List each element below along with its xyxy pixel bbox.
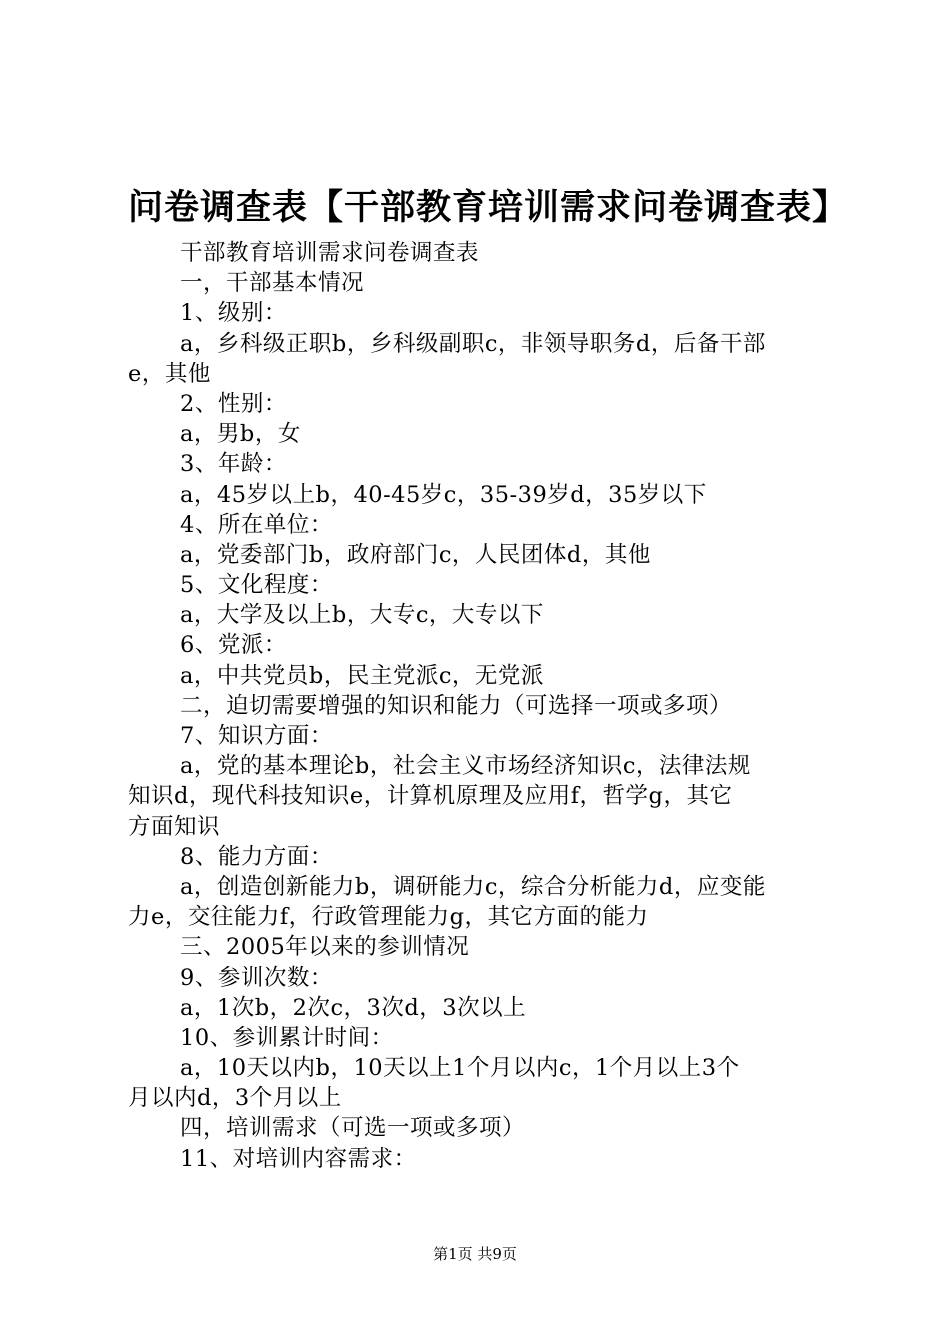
text-line: 三、2005年以来的参训情况 <box>180 934 470 961</box>
text-line: 月以内d，3个月以上 <box>128 1085 342 1112</box>
text-line: 5、文化程度： <box>180 572 333 599</box>
text-line: a，1次b，2次c，3次d，3次以上 <box>180 994 527 1021</box>
text-line: e，其他 <box>128 360 211 387</box>
text-line: 1、级别： <box>180 300 287 327</box>
text-line: a，党委部门b，政府部门c，人民团体d，其他 <box>180 541 651 568</box>
text-line: a，大学及以上b，大专c，大专以下 <box>180 602 544 629</box>
text-line: 四，培训需求（可选一项或多项） <box>180 1115 526 1142</box>
page-number: 第1页 共9页 <box>433 1245 517 1263</box>
text-line: 8、能力方面： <box>180 843 333 870</box>
text-line: 3、年龄： <box>180 451 287 478</box>
text-line: a，男b，女 <box>180 421 301 448</box>
text-line: a，乡科级正职b，乡科级副职c，非领导职务d，后备干部 <box>180 330 766 357</box>
text-line: a，45岁以上b，40-45岁c，35-39岁d，35岁以下 <box>180 481 707 508</box>
document-body <box>128 238 834 1174</box>
text-line: a，10天以内b，10天以上1个月以内c，1个月以上3个 <box>180 1055 740 1082</box>
text-line: a，党的基本理论b，社会主义市场经济知识c，法律法规 <box>180 753 751 780</box>
text-line: 11、对培训内容需求： <box>180 1145 417 1172</box>
text-line: 6、党派： <box>180 632 287 659</box>
text-line: 7、知识方面： <box>180 723 333 749</box>
text-line: a，创造创新能力b，调研能力c，综合分析能力d，应变能 <box>180 873 766 900</box>
text-line: 力e，交往能力f，行政管理能力g，其它方面的能力 <box>128 904 649 931</box>
text-line: 10、参训累计时间： <box>180 1024 394 1051</box>
text-line: 2、性别： <box>180 390 287 417</box>
text-line: 9、参训次数： <box>180 964 333 991</box>
text-line: 知识d，现代科技知识e，计算机原理及应用f，哲学g，其它 <box>128 783 733 810</box>
text-line: 一，干部基本情况 <box>180 270 365 297</box>
text-line: 二，迫切需要增强的知识和能力（可选择一项或多项） <box>180 692 733 719</box>
document-title: 问卷调查表【干部教育培训需求问卷调查表】 <box>128 187 849 228</box>
text-line: 干部教育培训需求问卷调查表 <box>180 240 480 266</box>
text-line: a，中共党员b，民主党派c，无党派 <box>180 662 544 689</box>
text-line: 4、所在单位： <box>180 511 333 538</box>
text-line: 方面知识 <box>128 813 221 840</box>
